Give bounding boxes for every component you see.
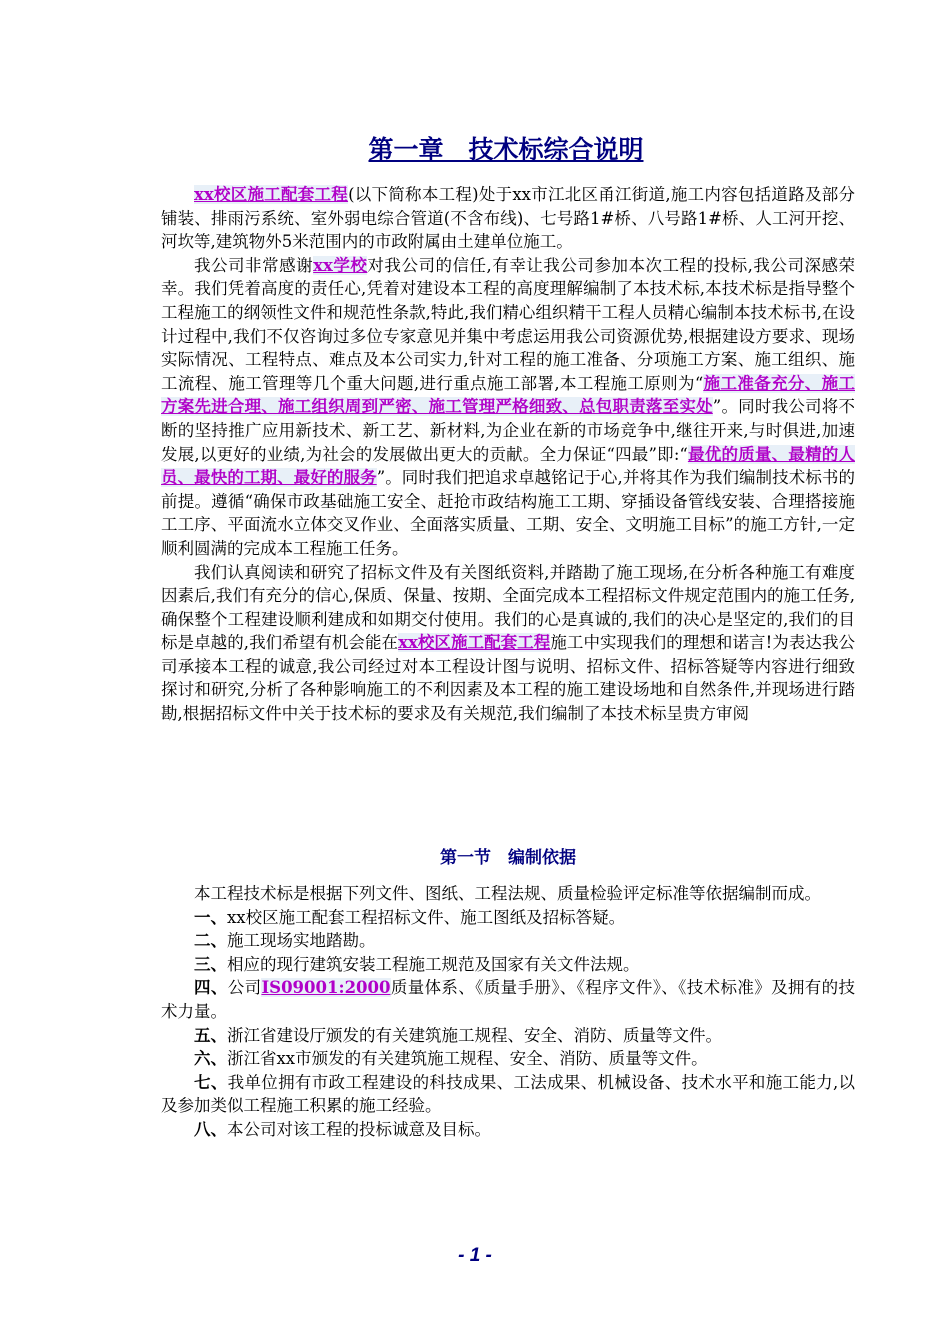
basis-item-7-number: 七、 — [194, 1072, 228, 1092]
basis-item-1-number: 一、 — [194, 907, 227, 927]
basis-item-7 — [161, 1071, 855, 1118]
intro-p3-text-1: 我们认真阅读和研究了招标文件及有关图纸资料,并踏勘了施工现场,在分析各种施工有难度因素后,我们有充分的信心,保质、保量、按期、全面完成本工程招标文件规定范围内的施工任务,确保整个工程建设顺利建成和如期交付使用。我们的心是真诚的,我们的决心是坚定的,我们的目标是卓越的,我们希望有机会能在 — [161, 562, 855, 653]
highlight-construction-principle[interactable]: 施工准备充分、施工方案先进合理、施工组织周到严密、施工管理严格细致、总包职责落至实处 — [161, 373, 855, 417]
highlight-iso-standard[interactable]: IS09001:2000 — [261, 978, 391, 998]
basis-item-2-number: 二、 — [194, 931, 227, 951]
highlight-four-best[interactable]: 最优的质量、最精的人员、最快的工期、最好的服务 — [161, 444, 856, 488]
intro-p2-text-1: 我公司非常感谢 — [194, 255, 314, 275]
intro-p1-text: (以下简称本工程)处于xx市江北区甬江街道,施工内容包括道路及部分铺装、排雨污系统、室外弱电综合管道(不含布线)、七号路1#桥、八号路1#桥、人工河开挖、河坎等,建筑物外5米范围内的市政附属由土建单位施工。 — [161, 185, 855, 252]
intro-paragraph-1 — [161, 183, 855, 254]
page-number: - 1 - — [458, 1245, 492, 1266]
intro-p3-text-2: 施工中实现我们的理想和诺言!为表达我公司承接本工程的诚意,我公司经过对本工程设计图与说明、招标文件、招标答疑等内容进行细致探讨和研究,分析了各种影响施工的不利因素及本工程的施工建设场地和自然条件,并现场进行踏勘,根据招标文件中关于技术标的要求及有关规范,我们编制了本技术标呈贵方审阅 — [161, 633, 855, 724]
basis-item-2-text: 施工现场实地踏勘。 — [227, 931, 376, 951]
basis-item-3-number: 三、 — [194, 954, 227, 974]
basis-item-5-text: 浙江省建设厅颁发的有关建筑施工规程、安全、消防、质量等文件。 — [227, 1025, 722, 1045]
basis-item-5-number: 五、 — [194, 1025, 227, 1045]
basis-item-1-text: xx校区施工配套工程招标文件、施工图纸及招标答疑。 — [227, 907, 626, 927]
intro-paragraph-3 — [161, 561, 855, 726]
highlight-project-name-2[interactable]: xx校区施工配套工程 — [398, 633, 551, 653]
basis-item-1 — [161, 906, 855, 930]
intro-paragraph-2 — [161, 254, 855, 561]
intro-body — [161, 183, 855, 726]
basis-item-5 — [161, 1024, 855, 1048]
intro-p2-text-3: ”。同时我公司将不断的坚持推广应用新技术、新工艺、新材料,为企业在新的市场竞争中,继往开来,与时俱进,加速发展,以更好的业绩,为社会的发展做出更大的贡献。全力保证“四最”即:“ — [161, 397, 856, 464]
basis-item-4-number: 四、 — [194, 978, 228, 998]
basis-item-8-number: 八、 — [194, 1119, 227, 1139]
highlight-project-name[interactable]: xx校区施工配套工程 — [194, 185, 349, 204]
highlight-school-name[interactable]: xx学校 — [313, 255, 368, 275]
basis-item-4-text: 质量体系、《质量手册》、《程序文件》、《技术标准》及拥有的技术力量。 — [161, 978, 856, 1021]
intro-p2-text-2: 对我公司的信任,有幸让我公司参加本次工程的投标,我公司深感荣幸。我们凭着高度的责任心,凭着对建设本工程的高度理解编制了本技术标,本技术标是指导整个工程施工的纲领性文件和规范性条款,特此,我们精心组织精干工程人员精心编制本技术标书,在设计过程中,我们不仅咨询过多位专家意见并集中考虑运用我公司资源优势,根据建设方要求、现场实际情况、工程特点、难点及本公司实力,针对工程的施工准备、分项施工方案、施工组织、施工流程、施工管理等几个重大问题,进行重点施工部署,本工程施工原则为“ — [161, 255, 856, 393]
section-title: 第一节 编制依据 — [440, 848, 576, 868]
basis-item-3 — [161, 953, 855, 977]
intro-p2-text-4: ”。同时我们把追求卓越铭记于心,并将其作为我们编制技术标书的前提。遵循“确保市政基础施工安全、赶抢市政结构施工工期、穿插设备管线安装、合理搭接施工工序、平面流水立体交叉作业、全面落实质量、工期、安全、文明施工目标”的施工方针,一定顺利圆满的完成本工程施工任务。 — [161, 468, 856, 558]
basis-item-7-text: 我单位拥有市政工程建设的科技成果、工法成果、机械设备、技术水平和施工能力,以及参加类似工程施工积累的施工经验。 — [161, 1072, 856, 1116]
basis-list — [161, 882, 855, 1142]
chapter-title: 第一章 技术标综合说明 — [368, 135, 644, 164]
basis-item-4-prefix: 公司 — [227, 978, 262, 998]
basis-lead: 本工程技术标是根据下列文件、图纸、工程法规、质量检验评定标准等依据编制而成。 — [194, 884, 821, 903]
basis-item-4 — [161, 976, 855, 1023]
basis-item-2 — [161, 929, 855, 953]
basis-item-6-number: 六、 — [194, 1049, 227, 1069]
basis-item-3-text: 相应的现行建筑安装工程施工规范及国家有关文件法规。 — [227, 954, 640, 974]
basis-item-6-text: 浙江省xx市颁发的有关建筑施工规程、安全、消防、质量等文件。 — [227, 1049, 708, 1069]
basis-item-6 — [161, 1047, 855, 1071]
basis-item-8 — [161, 1118, 855, 1142]
basis-item-8-text: 本公司对该工程的投标诚意及目标。 — [227, 1119, 491, 1139]
